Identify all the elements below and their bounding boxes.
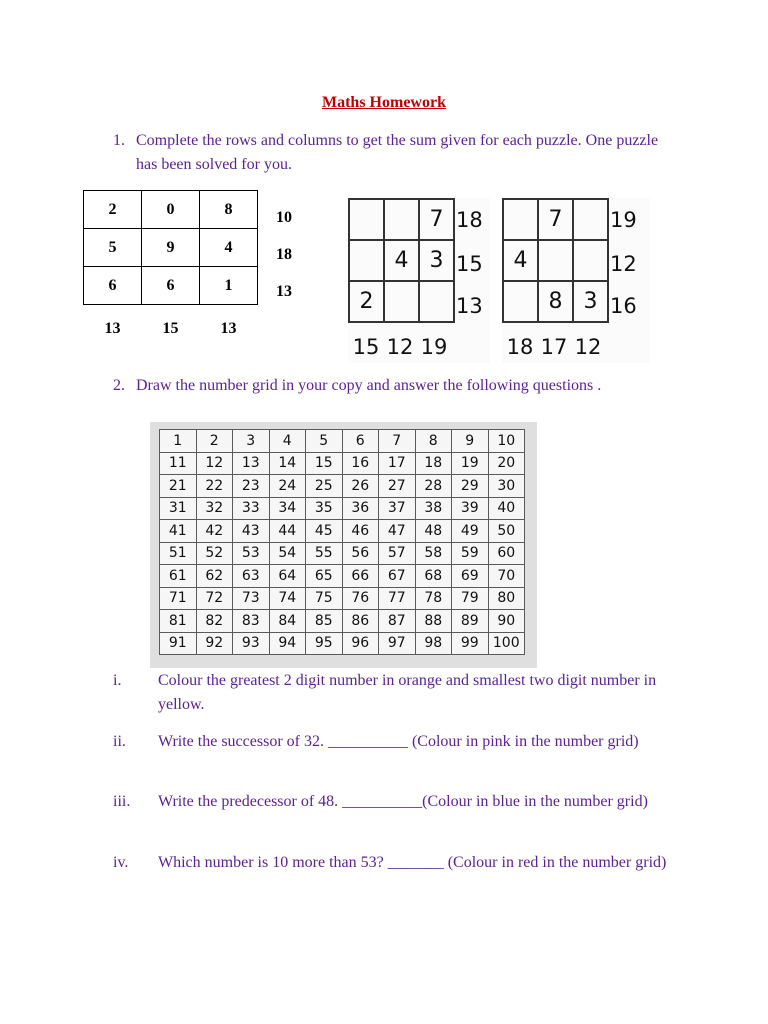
number-grid-cell: 15 [306, 452, 343, 475]
number-grid-cell: 45 [306, 520, 343, 543]
number-grid-cell: 6 [342, 430, 379, 453]
number-grid-cell: 63 [233, 565, 270, 588]
number-grid-cell: 17 [379, 452, 416, 475]
solved-cell: 2 [84, 191, 142, 229]
number-grid-cell: 18 [415, 452, 452, 475]
puzzle-a-row-sum: 18 [456, 208, 483, 232]
solved-row-sum: 13 [276, 283, 292, 300]
number-grid-cell: 90 [488, 610, 525, 633]
number-grid-cell: 10 [488, 430, 525, 453]
number-grid-cell: 24 [269, 475, 306, 498]
solved-cell: 5 [84, 229, 142, 267]
puzzle-a-cell [384, 199, 419, 240]
number-grid-cell: 14 [269, 452, 306, 475]
puzzle-a-cell: 4 [384, 240, 419, 281]
puzzle-b-cell: 3 [573, 281, 608, 322]
solved-cell: 9 [142, 229, 200, 267]
puzzle-b-cell: 8 [538, 281, 573, 322]
number-grid-cell: 77 [379, 587, 416, 610]
number-grid-cell: 84 [269, 610, 306, 633]
number-grid-cell: 3 [233, 430, 270, 453]
number-grid-cell: 28 [415, 475, 452, 498]
number-grid-cell: 1 [160, 430, 197, 453]
item-i-text: Colour the greatest 2 digit number in orange and smallest two digit number in yellow. [158, 672, 657, 713]
number-grid-cell: 81 [160, 610, 197, 633]
solved-col-sum: 13 [220, 320, 237, 337]
puzzle-a-cell [349, 240, 384, 281]
solved-cell: 0 [142, 191, 200, 229]
number-grid-cell: 89 [452, 610, 489, 633]
number-grid-cell: 11 [160, 452, 197, 475]
number-grid-cell: 58 [415, 542, 452, 565]
puzzle-a-cell [419, 281, 454, 322]
number-grid-cell: 4 [269, 430, 306, 453]
puzzle-a-col-sum: 12 [386, 335, 414, 359]
puzzle-b-col-sum: 12 [574, 335, 602, 359]
number-grid-cell: 44 [269, 520, 306, 543]
number-grid-cell: 22 [196, 475, 233, 498]
number-grid-cell: 73 [233, 587, 270, 610]
number-grid-cell: 88 [415, 610, 452, 633]
solved-col-sum: 15 [162, 320, 179, 337]
number-grid-cell: 50 [488, 520, 525, 543]
puzzle-b-row-sum: 16 [610, 294, 637, 318]
number-grid-cell: 85 [306, 610, 343, 633]
number-grid-cell: 20 [488, 452, 525, 475]
number-grid-cell: 53 [233, 542, 270, 565]
number-grid-cell: 82 [196, 610, 233, 633]
item-i-number: i. [113, 672, 122, 689]
puzzle-a-cell [384, 281, 419, 322]
number-grid-cell: 42 [196, 520, 233, 543]
number-grid-cell: 38 [415, 497, 452, 520]
number-grid-cell: 31 [160, 497, 197, 520]
number-grid-cell: 9 [452, 430, 489, 453]
number-grid-cell: 37 [379, 497, 416, 520]
question-1-number: 1. [113, 132, 125, 149]
item-iii-text: Write the predecessor of 48. __________(Colour in blue in the number grid) [158, 793, 648, 810]
puzzle-a-grid [348, 198, 455, 323]
number-grid-cell: 86 [342, 610, 379, 633]
number-grid-cell: 95 [306, 632, 343, 655]
number-grid-cell: 98 [415, 632, 452, 655]
number-grid-cell: 12 [196, 452, 233, 475]
number-grid-cell: 32 [196, 497, 233, 520]
number-grid-cell: 33 [233, 497, 270, 520]
number-grid-cell: 60 [488, 542, 525, 565]
solved-row-sum: 18 [276, 246, 292, 263]
number-grid-cell: 2 [196, 430, 233, 453]
number-grid-cell: 65 [306, 565, 343, 588]
number-grid-cell: 74 [269, 587, 306, 610]
item-iv-number: iv. [113, 854, 129, 871]
puzzle-b-grid [502, 198, 609, 323]
number-grid-cell: 27 [379, 475, 416, 498]
number-grid-cell: 67 [379, 565, 416, 588]
puzzle-a-cell: 2 [349, 281, 384, 322]
number-grid-cell: 46 [342, 520, 379, 543]
puzzle-b-cell: 7 [538, 199, 573, 240]
puzzle-a-row-sum: 13 [456, 294, 483, 318]
puzzle-b-row-sum: 12 [610, 252, 637, 276]
number-grid-cell: 7 [379, 430, 416, 453]
question-1-text: Complete the rows and columns to get the sum given for each puzzle. One puzzle has been solved for you. [136, 132, 659, 173]
solved-cell: 4 [200, 229, 258, 267]
number-grid-cell: 52 [196, 542, 233, 565]
number-grid-cell: 49 [452, 520, 489, 543]
solved-puzzle-grid [83, 190, 258, 305]
puzzle-b-cell [573, 240, 608, 281]
number-grid-cell: 48 [415, 520, 452, 543]
puzzle-b-col-sum: 17 [540, 335, 568, 359]
number-grid [159, 429, 525, 655]
number-grid-cell: 96 [342, 632, 379, 655]
number-grid-cell: 30 [488, 475, 525, 498]
number-grid-cell: 13 [233, 452, 270, 475]
puzzle-b-row-sum: 19 [610, 208, 637, 232]
number-grid-cell: 87 [379, 610, 416, 633]
number-grid-cell: 92 [196, 632, 233, 655]
number-grid-image [150, 422, 537, 668]
number-grid-cell: 100 [488, 632, 525, 655]
number-grid-cell: 21 [160, 475, 197, 498]
number-grid-cell: 72 [196, 587, 233, 610]
puzzle-a-row-sum: 15 [456, 252, 483, 276]
puzzle-b-cell [503, 199, 538, 240]
item-ii-number: ii. [113, 733, 126, 750]
solved-row-sum: 10 [276, 209, 292, 226]
number-grid-cell: 55 [306, 542, 343, 565]
number-grid-cell: 71 [160, 587, 197, 610]
number-grid-cell: 5 [306, 430, 343, 453]
number-grid-cell: 8 [415, 430, 452, 453]
number-grid-cell: 61 [160, 565, 197, 588]
puzzle-a-col-sum: 19 [420, 335, 448, 359]
puzzle-b-col-sum: 18 [506, 335, 534, 359]
number-grid-cell: 68 [415, 565, 452, 588]
solved-cell: 6 [84, 267, 142, 305]
number-grid-cell: 94 [269, 632, 306, 655]
item-iv-text: Which number is 10 more than 53? _______ (Colour in red in the number grid) [158, 854, 667, 871]
solved-col-sum: 13 [104, 320, 121, 337]
item-iii-number: iii. [113, 793, 131, 810]
number-grid-cell: 62 [196, 565, 233, 588]
number-grid-cell: 70 [488, 565, 525, 588]
number-grid-cell: 57 [379, 542, 416, 565]
number-grid-cell: 76 [342, 587, 379, 610]
puzzle-b-cell [573, 199, 608, 240]
puzzle-a-cell: 3 [419, 240, 454, 281]
puzzle-b-cell [538, 240, 573, 281]
number-grid-cell: 39 [452, 497, 489, 520]
solved-cell: 8 [200, 191, 258, 229]
number-grid-cell: 51 [160, 542, 197, 565]
item-ii-text: Write the successor of 32. __________ (Colour in pink in the number grid) [158, 733, 639, 750]
question-2-number: 2. [113, 377, 125, 394]
number-grid-cell: 91 [160, 632, 197, 655]
number-grid-cell: 43 [233, 520, 270, 543]
number-grid-cell: 66 [342, 565, 379, 588]
number-grid-cell: 69 [452, 565, 489, 588]
page-title: Maths Homework [322, 94, 446, 111]
number-grid-cell: 56 [342, 542, 379, 565]
number-grid-cell: 19 [452, 452, 489, 475]
number-grid-cell: 80 [488, 587, 525, 610]
puzzle-a [348, 198, 490, 363]
number-grid-cell: 78 [415, 587, 452, 610]
number-grid-cell: 93 [233, 632, 270, 655]
number-grid-cell: 36 [342, 497, 379, 520]
number-grid-cell: 47 [379, 520, 416, 543]
number-grid-cell: 34 [269, 497, 306, 520]
puzzle-a-cell: 7 [419, 199, 454, 240]
solved-cell: 6 [142, 267, 200, 305]
number-grid-cell: 26 [342, 475, 379, 498]
number-grid-cell: 97 [379, 632, 416, 655]
puzzle-b-cell [503, 281, 538, 322]
number-grid-cell: 64 [269, 565, 306, 588]
number-grid-cell: 40 [488, 497, 525, 520]
number-grid-cell: 59 [452, 542, 489, 565]
number-grid-cell: 23 [233, 475, 270, 498]
number-grid-cell: 99 [452, 632, 489, 655]
number-grid-cell: 75 [306, 587, 343, 610]
number-grid-cell: 25 [306, 475, 343, 498]
puzzle-a-cell [349, 199, 384, 240]
number-grid-cell: 35 [306, 497, 343, 520]
solved-cell: 1 [200, 267, 258, 305]
number-grid-cell: 83 [233, 610, 270, 633]
number-grid-cell: 79 [452, 587, 489, 610]
number-grid-cell: 29 [452, 475, 489, 498]
question-2-text: Draw the number grid in your copy and answer the following questions . [136, 377, 602, 394]
number-grid-cell: 16 [342, 452, 379, 475]
puzzle-b [502, 198, 650, 363]
puzzle-b-cell: 4 [503, 240, 538, 281]
number-grid-cell: 54 [269, 542, 306, 565]
number-grid-cell: 41 [160, 520, 197, 543]
puzzle-a-col-sum: 15 [352, 335, 380, 359]
